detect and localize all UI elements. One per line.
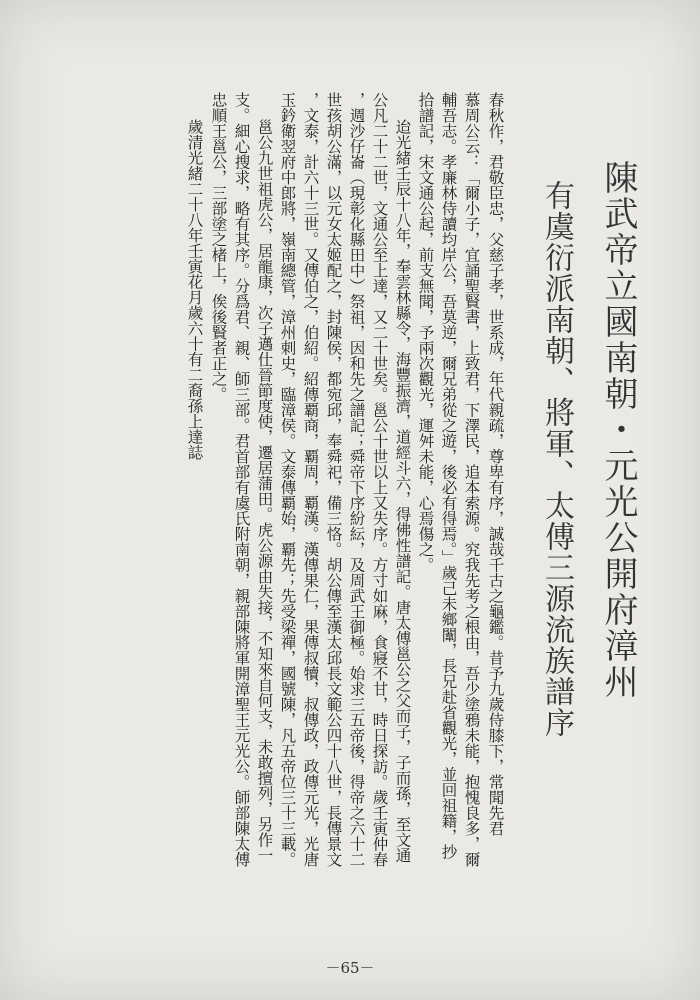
text-column-5: 迨光緒壬辰十八年，奉雲林縣令，海豐振濟，道經斗六，得佛性譜記。唐太傅邕公之父而子，子而孫，至文通 (393, 119, 412, 863)
document-subtitle: 有虞衍派南朝、將軍、太傅三源流族譜序 (539, 180, 574, 738)
text-column-2: 慕周公云：「爾小子，宜誦聖賢書，上致君，下澤民，追本索源。究我先考之根由，吾少塗鴉未能，抱愧良多，爾 (462, 92, 481, 867)
text-column-6: 公凡二十二世，文通公至上達，又二十世矣。邕公十世以上又失序。方寸如麻，食寢不甘，時日探訪。歲壬寅仲春 (370, 92, 389, 867)
text-column-9: ，文泰，計六十三世。又傳伯之，伯紹。紹傳覇商，覇周，覇漢。漢傳果仁，果傳叔犢，叔傳政，政傳元光，光唐 (301, 92, 320, 867)
page-number: －65－ (325, 959, 375, 977)
text-column-1: 春秋作，君敬臣忠，父慈子孝，世系成，年代親疏，尊卑有序，誠哉千古之龜鑑。昔予九歲侍膝下，常聞先君 (486, 92, 505, 836)
text-column-12: 支。細心搜求，略有其序。分爲君、親、師三部。君首部有虞氏附南朝，親部陳將軍開漳聖王元光公。師部陳太傅 (232, 92, 251, 867)
text-column-14: 歲清光緒二十八年壬寅花月歲六十有二裔孫上達誌 (185, 119, 204, 460)
text-column-11: 邕公九世祖虎公，居龍康，次子邁仕晉節度使，遷居蒲田。虎公源由失接，不知來自何支，未敢擅列，另作一 (255, 119, 274, 863)
document-title: 陳武帝立國南朝・元光公開府漳州 (598, 160, 638, 700)
text-column-10: 玉鈐衛翌府中郎將，嶺南總管，漳州刺史，臨漳侯。文泰傳覇始，覇先；先受梁禪，國號陳，凡五帝位三十三載。 (278, 92, 297, 867)
text-column-8: 世孩胡公滿，以元女太姬配之，封陳侯，都宛邱，奉舜祀，備三恪。胡公傳至漢太邱長文範公四十八世，長傳景文 (324, 92, 343, 867)
text-column-4: 拾譜記，宋文通公起，前支無聞，予兩次觀光，運舛未能，心焉傷之。 (416, 92, 435, 573)
text-column-13: 忠順王邕公，三部塗之楮上，俟後賢者正之。 (209, 92, 228, 402)
text-column-7: ，週沙仔崙（現彰化縣田中）祭祖，因和先之譜記；舜帝下序紛紜，及周武王御極。始求三五帝後，得帝之六十二 (347, 92, 366, 867)
text-column-3: 輔吾志。孝廉林侍讀均岸公，吾莫逆，爾兄弟從之遊，後必有得焉。」歲己未鄉闈，長兄赴省觀光，並回祖籍，抄 (439, 92, 458, 860)
